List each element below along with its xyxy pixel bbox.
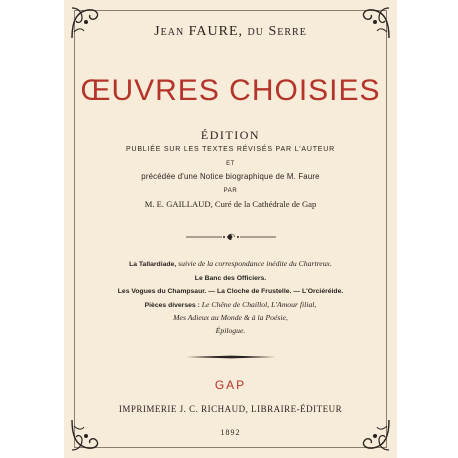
edition-note: PUBLIÉE SUR LES TEXTES RÉVISÉS PAR L'AUTEUR (126, 146, 335, 153)
author-name: Jean FAURE, du Serre (154, 24, 307, 39)
contents-subtitle: Mes Adieux au Monde & à la Poésie, (173, 313, 288, 323)
contents-list (84, 258, 377, 338)
editor-name: M. E. GAILLAUD, Curé de la Cathédrale de Gap (144, 199, 317, 209)
rule-divider (64, 347, 397, 365)
imprint-printer: IMPRIMERIE J. C. RICHAUD, LIBRAIRE-ÉDITEUR (118, 404, 343, 414)
book-title: ŒUVRES CHOISIES (80, 74, 381, 107)
contents-line (84, 272, 377, 286)
contents-subtitle: Le Chêne de Chaillol, L'Amour filial, (199, 299, 317, 309)
contents-title: Pièces diverses : (144, 301, 200, 309)
contents-title: Les Vogues du Champsaur. — La Cloche de Frustelle. — L'Orciéréide. (117, 288, 344, 296)
edition-label: ÉDITION (200, 128, 261, 142)
title-page (64, 0, 397, 458)
contents-title: La Tallardiade, (129, 261, 177, 268)
conjunction-par: PAR (223, 188, 238, 194)
contents-title: Le Banc des Officiers. (194, 274, 267, 282)
contents-line (84, 285, 377, 299)
contents-subtitle: suivie de la correspondance inédite du Chartreux. (176, 259, 332, 268)
contents-line (84, 258, 377, 272)
ornamental-divider (64, 228, 397, 246)
contents-line (84, 325, 377, 338)
imprint-city: GAP (214, 378, 247, 392)
contents-line (84, 299, 377, 313)
contents-line (84, 312, 377, 325)
notice-line: précédée d'une Notice biographique de M. Faure (141, 172, 320, 181)
contents-subtitle: Épilogue. (215, 325, 246, 335)
imprint-year: 1892 (220, 428, 241, 437)
conjunction-et: ET (226, 161, 235, 167)
